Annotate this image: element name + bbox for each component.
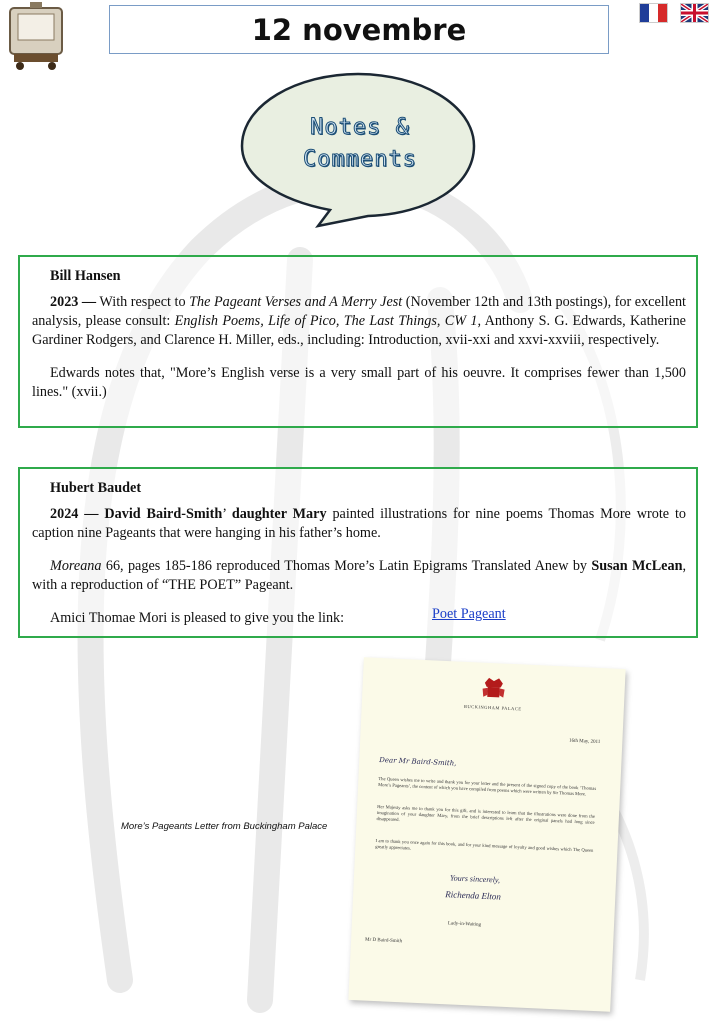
letter-salutation: Dear Mr Baird-Smith, [379, 756, 457, 768]
figure-caption: More’s Pageants Letter from Buckingham Palace [121, 821, 328, 832]
comment-paragraph: 2024 — David Baird-Smith’ daughter Mary painted illustrations for nine poems Thomas More wrote to caption nine Pageants that were hanging in his father’s home. [32, 506, 687, 541]
comment-paragraph: Moreana 66, pages 185-186 reproduced Thomas More’s Latin Epigrams Translated Anew by Susan McLean, with a reproduction of “THE POET” Pageant. [32, 558, 687, 593]
comment-paragraph: Amici Thomae Mori is pleased to give you the link: [50, 610, 345, 626]
comment-box-bill-hansen [18, 255, 698, 428]
comment-paragraph: Edwards notes that, "More’s English verse is a very small part of his oeuvre. It comprises fewer than 1,500 lines." (xvii.) [32, 365, 686, 400]
royal-crest-icon [480, 675, 507, 702]
bubble-line-1: Notes & [310, 115, 410, 140]
poet-pageant-link[interactable]: Poet Pageant [432, 606, 506, 622]
journal-title: Moreana [50, 558, 102, 574]
device-icon[interactable] [4, 0, 68, 72]
bubble-line-2: Comments [303, 147, 417, 172]
letter-paragraph: I am to thank you once again for this book, and for your kind message of loyalty and good wishes which The Queen greatly appreciates. [375, 837, 594, 853]
book-title: English Poems, Life of Pico, The Last Things, CW 1, [174, 313, 482, 329]
uk-flag-icon[interactable] [680, 3, 709, 23]
page-title: 12 novembre [251, 12, 467, 47]
comment-paragraph: 2023 — With respect to The Pageant Verses and A Merry Jest (November 12th and 13th postings), for excellent analysis, please consult: English Poems, Life of Pico, The Last Things, CW 1, Anthony S. G. Edwards, Katherine Gardiner Rodgers, and Clarence H. Miller, eds., including: Introduction, xvii-xxi and xxvi-xxviii, respectively. [32, 294, 686, 348]
commenter-name: Hubert Baudet [50, 480, 142, 496]
comment-year: 2024 — David Baird-Smith [50, 506, 223, 522]
letter-role: Lady-in-Waiting [447, 921, 482, 928]
letter-header: BUCKINGHAM PALACE [463, 703, 522, 712]
page-title-box [109, 5, 609, 54]
bubble-title [250, 112, 470, 176]
letter-closing: Yours sincerely, [449, 873, 501, 885]
commenter-name: Bill Hansen [50, 268, 121, 284]
letter-paragraph: The Queen wishes me to write and thank you for your letter and the present of the signed copy of the book ‘Thomas More’s Pageants’, the content of which you have compiled from poems which were written by Sir Thomas More. [378, 776, 597, 797]
letter-recipient: Mr D Baird-Smith [364, 937, 403, 945]
comment-year: 2023 — [50, 294, 97, 310]
letter-date: 16th May, 2011 [568, 738, 601, 746]
letter-signature: Richenda Elton [445, 889, 502, 902]
letter-paragraph: Her Majesty asks me to thank you for this gift, and is interested to learn that the illustrations were done from the imagination of your daughter Mary, from the brief descriptions left after the original panels had long since disappeared. [376, 803, 596, 825]
buckingham-palace-letter [348, 657, 625, 1012]
french-flag-icon[interactable] [639, 3, 668, 23]
book-title: The Pageant Verses and A Merry Jest [189, 294, 403, 310]
comment-box-hubert-baudet [18, 467, 698, 638]
